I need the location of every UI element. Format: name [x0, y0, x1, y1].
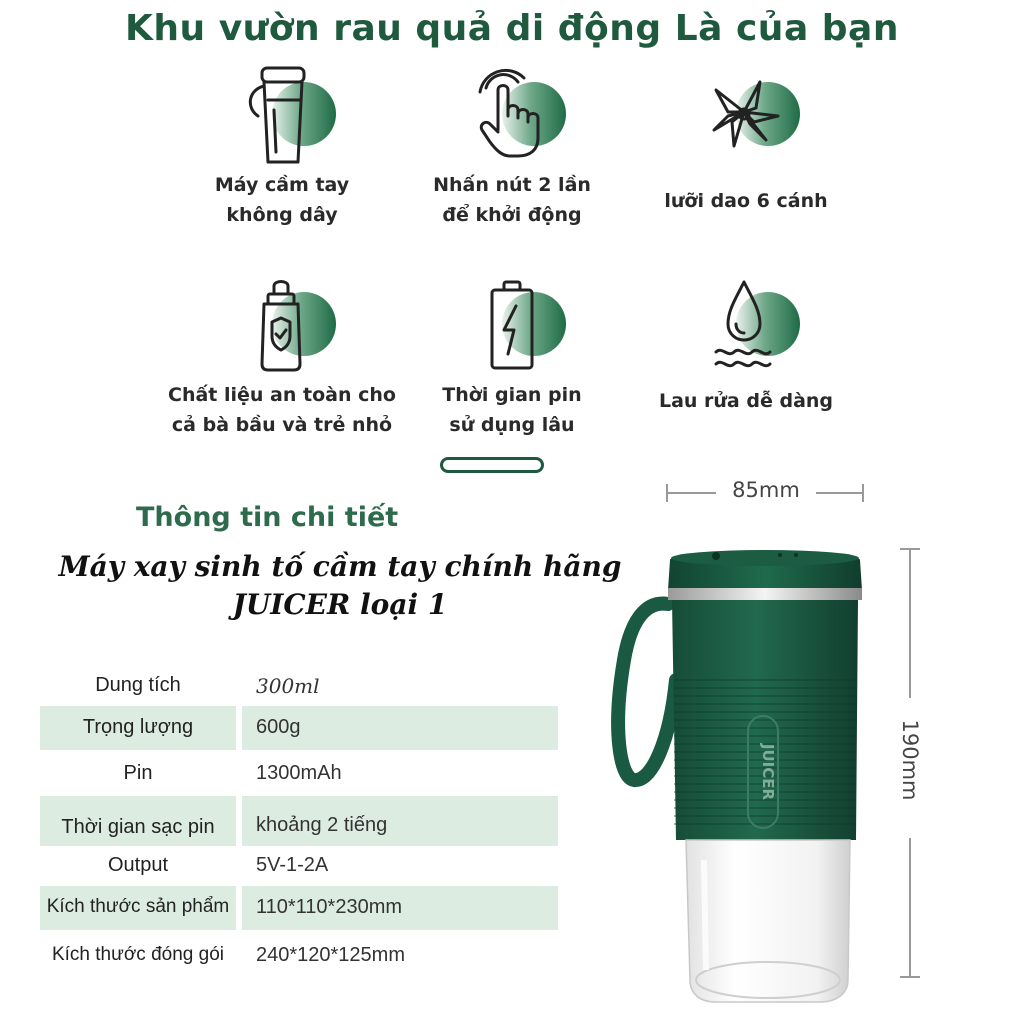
blender-product-image [600, 540, 880, 1020]
baby-bottle-shield-icon [222, 270, 342, 380]
feature-label: Thời gian pin sử dụng lâu [442, 384, 582, 436]
feature-label: Chất liệu an toàn cho cả bà bầu và trẻ nhỏ [168, 384, 396, 436]
product-title: Máy xay sinh tố cầm tay chính hãng JUICER loại 1 [58, 550, 622, 621]
feature-label: Lau rửa dễ dàng [658, 390, 834, 412]
table-row [40, 796, 558, 846]
spec-key: Thời gian sạc pin [61, 816, 215, 838]
feature-portable [152, 60, 412, 230]
height-label: 190mm [898, 719, 922, 801]
table-row [40, 752, 558, 796]
spec-value: 240*120*125mm [256, 944, 405, 966]
table-row [40, 934, 558, 978]
spec-key: Kích thước đóng gói [51, 944, 224, 965]
spec-key: Trọng lượng [82, 716, 194, 738]
battery-icon [452, 270, 572, 380]
feature-battery [382, 270, 642, 440]
width-label: 85mm [732, 478, 800, 502]
feature-double-tap [382, 60, 642, 230]
table-row [40, 664, 558, 708]
feature-label: lưỡi dao 6 cánh [664, 190, 828, 212]
water-drop-icon [686, 270, 806, 380]
table-row [40, 706, 558, 750]
spec-key: Output [107, 854, 169, 876]
section-title: Thông tin chi tiết [136, 502, 399, 533]
feature-blades [616, 60, 876, 216]
spec-value: 600g [256, 716, 301, 738]
spec-value: 1300mAh [256, 762, 342, 784]
feature-easy-clean [616, 270, 876, 416]
page-headline: Khu vườn rau quả di động Là của bạn [125, 8, 899, 49]
feature-label: Máy cầm tay không dây [214, 174, 350, 226]
feature-safe-material [152, 270, 412, 440]
tap-hand-icon [452, 60, 572, 170]
height-dimension [890, 548, 930, 978]
width-dimension [666, 478, 866, 508]
spec-value: khoảng 2 tiếng [256, 814, 388, 836]
brand-badge-text: JUICER [759, 743, 777, 801]
spec-key: Dung tích [95, 674, 181, 696]
table-row [40, 844, 558, 888]
portable-cup-icon [222, 60, 342, 170]
spec-value: 300ml [256, 674, 320, 698]
divider-pill [440, 457, 544, 473]
spec-key: Pin [123, 762, 153, 784]
blade-icon [686, 60, 806, 170]
feature-label: Nhấn nút 2 lần để khởi động [433, 174, 591, 226]
spec-value: 5V-1-2A [256, 854, 329, 876]
spec-key: Kích thước sản phẩm [46, 896, 230, 917]
table-row [40, 886, 558, 930]
spec-value: 110*110*230mm [256, 896, 403, 918]
